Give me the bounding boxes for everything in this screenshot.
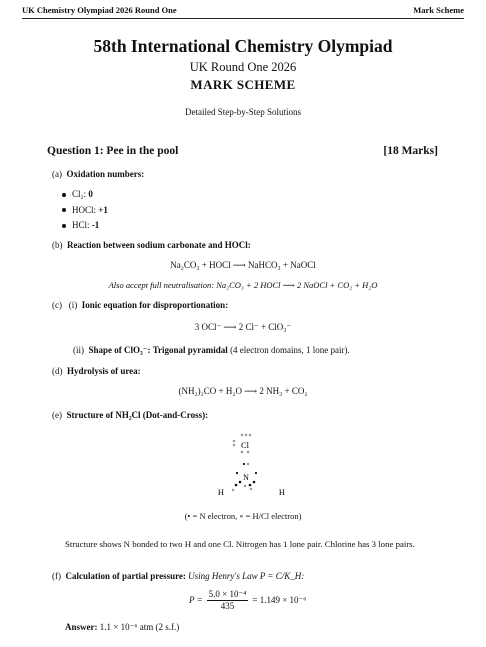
oxidation-value: -1 bbox=[91, 220, 100, 230]
list-item bbox=[62, 187, 108, 203]
fraction bbox=[207, 589, 249, 611]
part-a-heading bbox=[52, 169, 144, 179]
part-c-sub-ii: (ii) bbox=[73, 345, 84, 355]
part-c-heading bbox=[52, 300, 228, 310]
species: Cl₂: bbox=[72, 189, 87, 199]
final-answer bbox=[65, 622, 179, 633]
atom-n: N bbox=[243, 473, 249, 482]
part-e-label: (e) bbox=[52, 410, 62, 420]
tagline: Detailed Step-by-Step Solutions bbox=[185, 107, 301, 117]
part-b-label: (b) bbox=[52, 240, 63, 250]
part-d-title: Hydrolysis of urea: bbox=[67, 366, 141, 376]
diagram-legend: (• = N electron, ∘ = H/Cl electron) bbox=[184, 511, 302, 521]
part-e-title: Structure of NH₂Cl (Dot-and-Cross): bbox=[66, 410, 209, 420]
part-b-note: Also accept full neutralisation: Na₂CO₃ + 2 HOCl ⟶ 2 NaOCl + CO₂ + H₂O bbox=[108, 280, 378, 290]
species: HCl: bbox=[72, 220, 90, 230]
part-d-label: (d) bbox=[52, 366, 63, 376]
part-b-heading bbox=[52, 240, 251, 250]
part-a-title: Oxidation numbers: bbox=[66, 169, 145, 179]
part-e-heading bbox=[52, 410, 208, 420]
part-f-method: Using Henry's Law P = C/K_H: bbox=[188, 571, 305, 581]
calc-lhs: P = bbox=[189, 595, 203, 605]
atom-h-right: H bbox=[278, 487, 286, 497]
oxidation-list bbox=[62, 187, 108, 234]
oxidation-value: 0 bbox=[88, 189, 93, 199]
running-header bbox=[22, 5, 464, 15]
bullet-icon bbox=[62, 208, 66, 212]
part-c-label: (c) bbox=[52, 300, 62, 310]
answer-label: Answer: bbox=[65, 622, 98, 632]
part-f-title: Calculation of partial pressure: bbox=[65, 571, 186, 581]
part-e-explanation: Structure shows N bonded to two H and one Cl. Nitrogen has 1 lone pair. Chlorine has 3 lone pairs. bbox=[65, 539, 415, 549]
fraction-denominator: 435 bbox=[220, 601, 235, 611]
list-item bbox=[62, 218, 108, 234]
part-d-equation: (NH₂)₂CO + H₂O ⟶ 2 NH₃ + CO₂ bbox=[178, 386, 308, 396]
shape-detail: (4 electron domains, 1 lone pair). bbox=[230, 345, 350, 355]
atom-cl: Cl bbox=[240, 440, 250, 450]
list-item bbox=[62, 203, 108, 219]
document-title: 58th International Chemistry Olympiad bbox=[93, 36, 393, 56]
answer-value: 1.1 × 10⁻⁶ atm (2 s.f.) bbox=[99, 622, 180, 632]
question-heading bbox=[47, 145, 438, 157]
part-f-heading bbox=[52, 571, 304, 581]
atom-h-left: H bbox=[217, 487, 225, 497]
header-left: UK Chemistry Olympiad 2026 Round One bbox=[22, 5, 177, 15]
header-right: Mark Scheme bbox=[413, 5, 464, 15]
part-d-heading bbox=[52, 366, 141, 376]
question-marks: [18 Marks] bbox=[383, 145, 438, 157]
part-b-equation: Na₂CO₃ + HOCl ⟶ NaHCO₃ + NaOCl bbox=[170, 260, 316, 270]
fraction-numerator: 5.0 × 10⁻⁴ bbox=[208, 589, 247, 599]
part-c-ii bbox=[73, 345, 350, 356]
part-c-title: Ionic equation for disproportionation: bbox=[81, 300, 229, 310]
part-f-label: (f) bbox=[52, 571, 61, 581]
calc-result: = 1.149 × 10⁻⁶ bbox=[252, 594, 307, 605]
bullet-icon bbox=[62, 224, 66, 228]
shape-answer: Trigonal pyramidal bbox=[152, 345, 228, 355]
part-c-sub-i: (i) bbox=[68, 300, 78, 310]
part-c-equation: 3 OCl⁻ ⟶ 2 Cl⁻ + ClO₃⁻ bbox=[194, 322, 292, 332]
part-a-label: (a) bbox=[52, 169, 62, 179]
dot-cross-diagram bbox=[190, 428, 300, 506]
header-rule bbox=[22, 18, 464, 19]
shape-heading: Shape of ClO₃⁻: bbox=[88, 345, 151, 355]
part-b-title: Reaction between sodium carbonate and HOCl: bbox=[67, 240, 251, 250]
document-subtitle: UK Round One 2026 bbox=[189, 60, 297, 74]
question-title: Question 1: Pee in the pool bbox=[47, 145, 179, 157]
henry-calculation bbox=[189, 589, 306, 611]
bullet-icon bbox=[62, 193, 66, 197]
oxidation-value: +1 bbox=[98, 204, 108, 215]
mark-scheme-heading: MARK SCHEME bbox=[190, 77, 296, 92]
species: HOCl: bbox=[72, 204, 97, 215]
